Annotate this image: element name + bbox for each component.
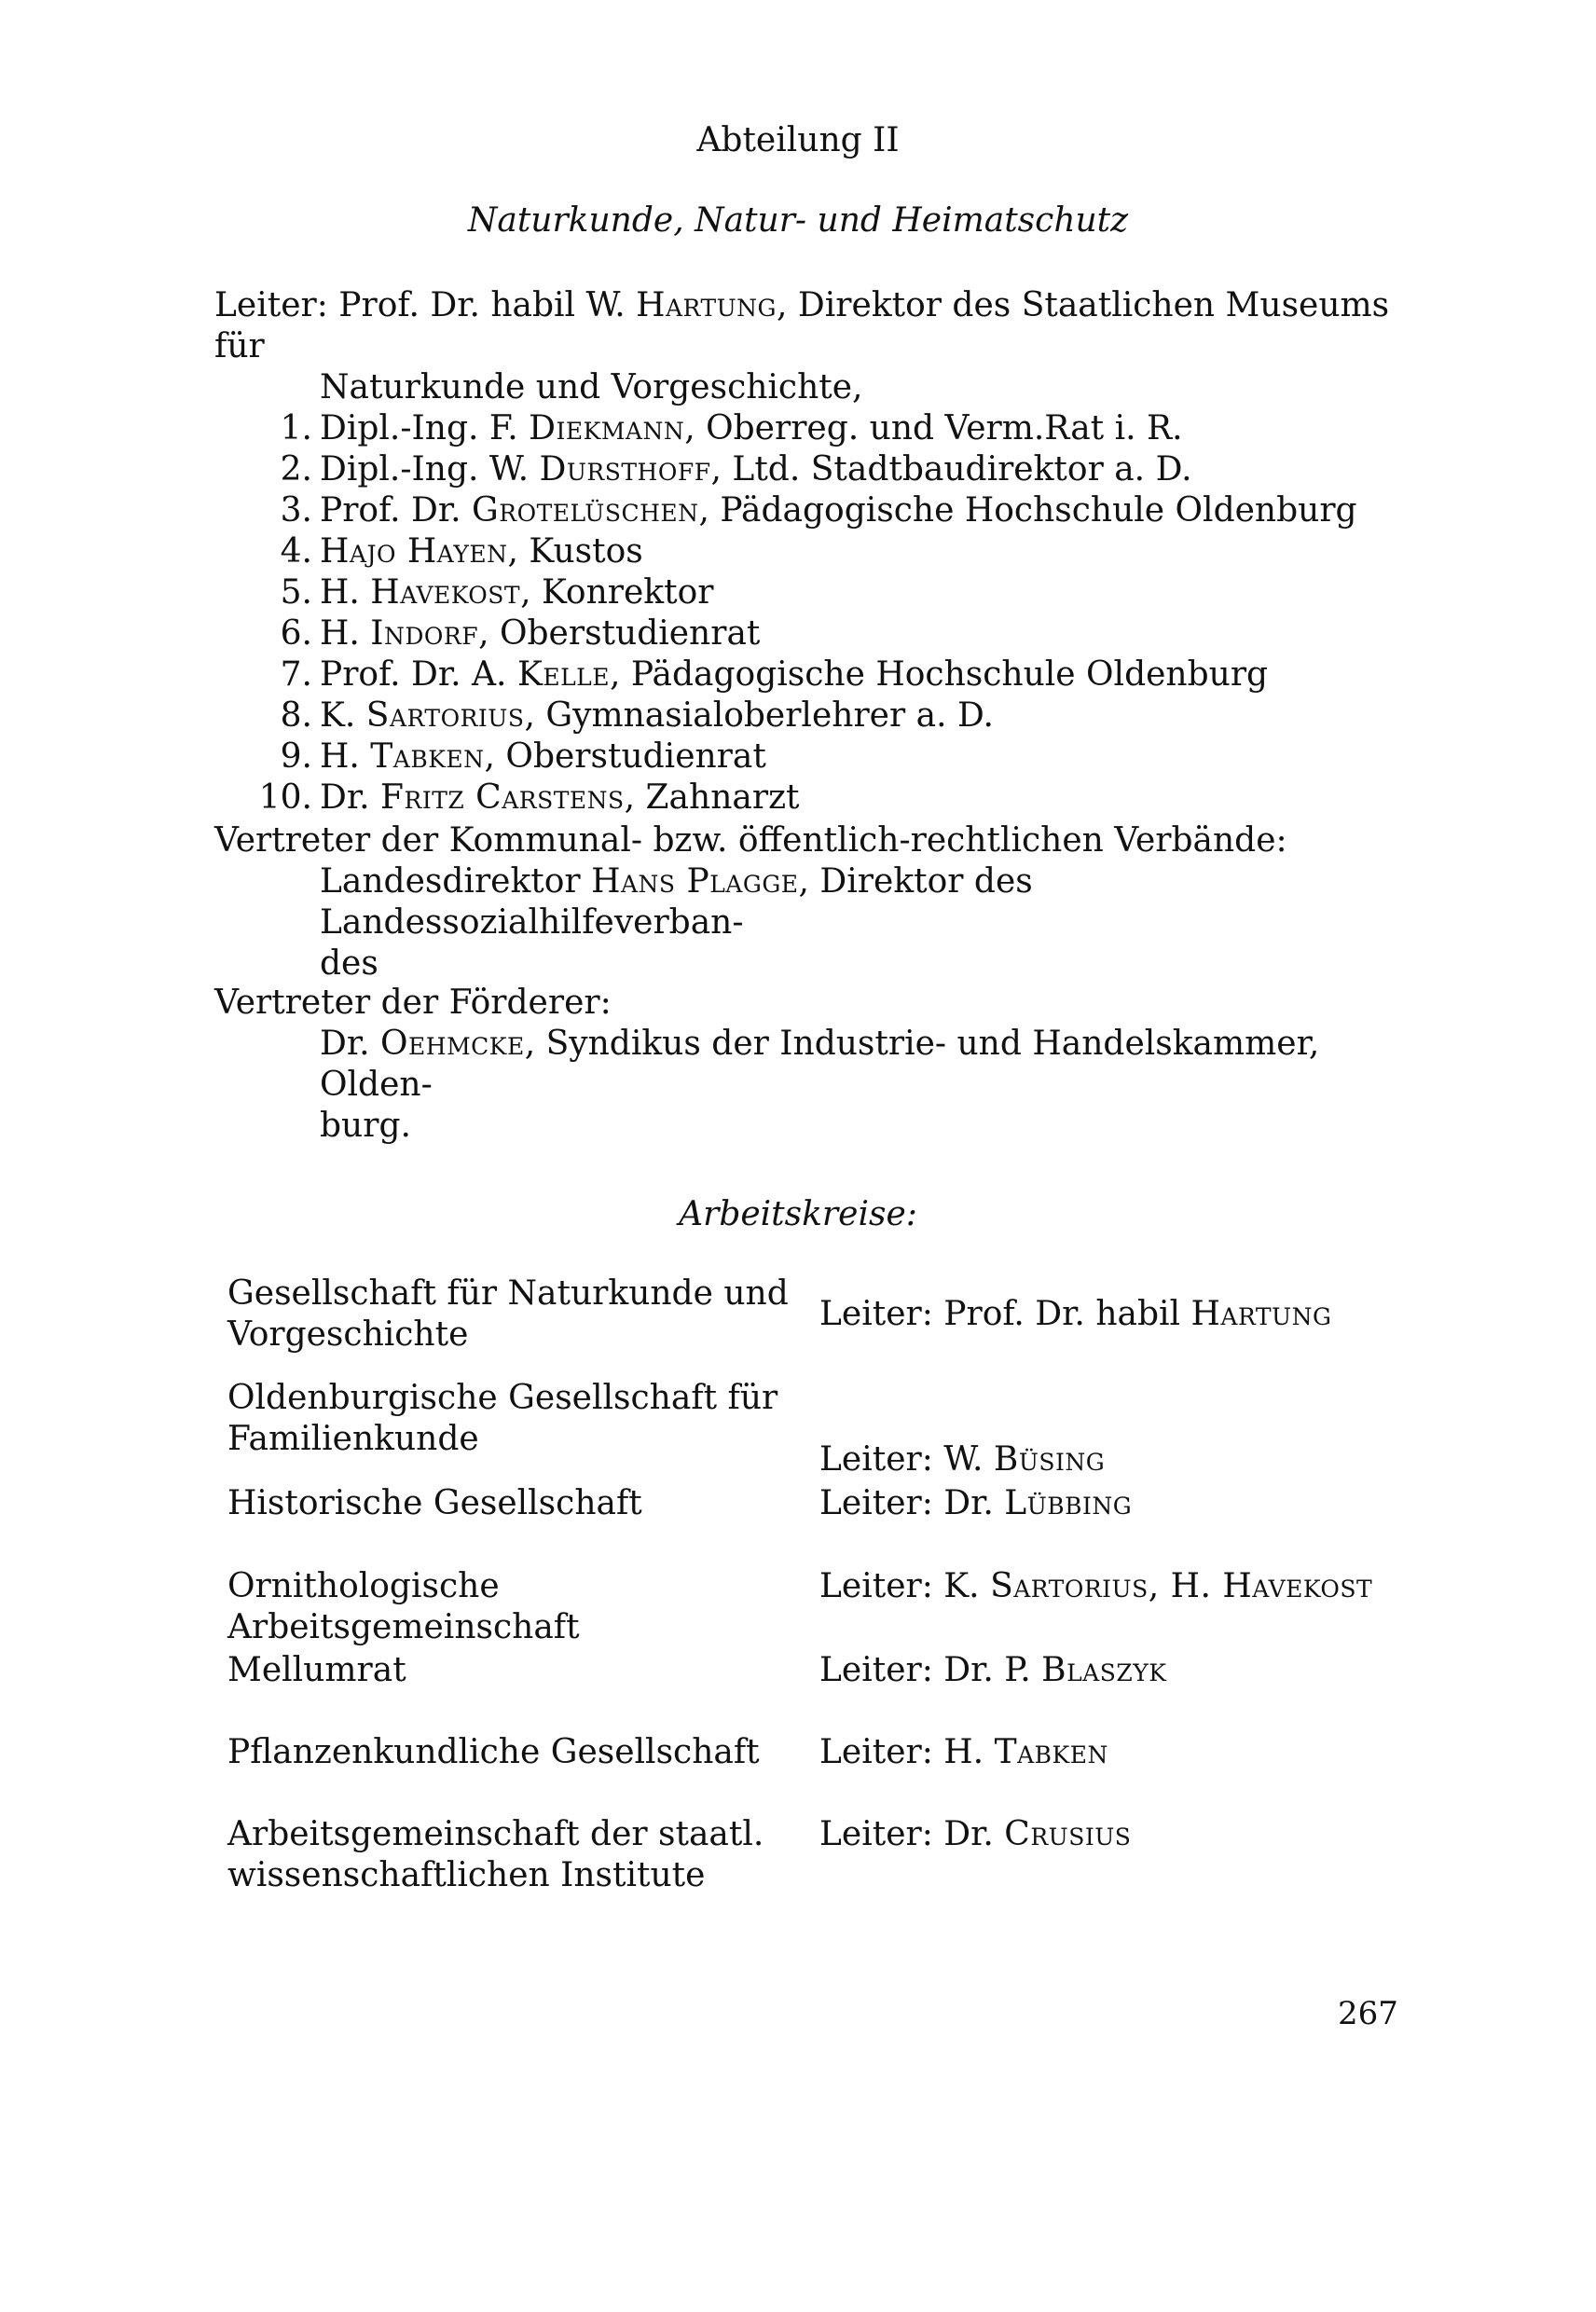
foerderer-entry xyxy=(214,1024,1426,1147)
arbeitskreis-name-1: Historische Gesellschaft xyxy=(227,1484,642,1522)
arbeitskreis-leiter-prefix: Leiter: Prof. Dr. habil xyxy=(819,1295,1181,1333)
member-number: 9. xyxy=(280,737,312,776)
foerderer-prefix: Dr. xyxy=(320,1025,370,1063)
member-suffix: , Konrektor xyxy=(520,573,714,612)
arbeitskreis-leiter-prefix: Leiter: H. xyxy=(819,1733,984,1771)
member-suffix: , Pädagogische Hochschule Oldenburg xyxy=(698,491,1357,530)
page-number: 267 xyxy=(1338,1995,1398,2032)
member-suffix: , Oberstudienrat xyxy=(484,737,766,776)
arbeitskreis-leiter-prefix: Leiter: K. xyxy=(819,1567,980,1605)
member-name: Hajo Hayen xyxy=(320,532,508,571)
member-number: 7. xyxy=(280,655,312,694)
member-item xyxy=(214,654,1426,695)
leiter-name: Hartung xyxy=(636,286,777,324)
member-prefix: H. xyxy=(320,737,360,776)
member-suffix: , Oberstudienrat xyxy=(478,614,761,653)
member-suffix: , Oberreg. und Verm.Rat i. R. xyxy=(684,409,1183,447)
arbeitskreis-leiter-prefix: Leiter: Dr. P. xyxy=(819,1651,1031,1689)
member-name: Dursthoff xyxy=(539,450,711,489)
arbeitskreis-row xyxy=(227,1814,1439,1896)
foerderer-name: Oehmcke xyxy=(380,1025,525,1063)
member-item xyxy=(214,572,1426,613)
arbeitskreis-name-2: Familienkunde xyxy=(227,1420,479,1458)
arbeitskreis-name xyxy=(227,1650,805,1691)
member-number: 6. xyxy=(280,614,312,653)
arbeitskreis-row xyxy=(227,1566,1439,1646)
kommunal-name: Hans Plagge xyxy=(591,862,799,901)
arbeitskreis-row xyxy=(227,1483,1439,1524)
section-heading: Abteilung II xyxy=(696,121,900,159)
member-number: 4. xyxy=(280,532,312,571)
member-suffix: , Zahnarzt xyxy=(624,778,800,817)
arbeitskreis-leiter xyxy=(819,1650,1472,1691)
member-name: Fritz Carstens xyxy=(380,778,625,817)
arbeitskreis-name xyxy=(227,1273,805,1356)
member-name: Havekost xyxy=(370,573,521,612)
member-prefix: Dr. xyxy=(320,778,370,817)
member-number: 1. xyxy=(280,409,312,447)
member-item xyxy=(214,408,1426,449)
leiter-suffix: , Direktor des Staatlichen Museums für xyxy=(214,286,1390,365)
foerderer-label: Vertreter der Förderer: xyxy=(214,984,612,1022)
member-number: 8. xyxy=(280,696,312,735)
member-number: 3. xyxy=(280,491,312,530)
member-prefix: Dipl.-Ing. W. xyxy=(320,450,530,489)
leiter-line-2: Naturkunde und Vorgeschichte, xyxy=(320,368,863,406)
member-prefix: Prof. Dr. A. xyxy=(320,655,507,694)
arbeitskreise-heading: Arbeitskreise: xyxy=(679,1195,917,1233)
kommunal-prefix: Landesdirektor xyxy=(320,862,581,901)
member-prefix: Prof. Dr. xyxy=(320,491,461,530)
kommunal-suffix-1: , Direktor des Landessozialhilfeverban- xyxy=(320,862,1033,942)
arbeitskreis-name-1: Mellumrat xyxy=(227,1651,406,1689)
arbeitskreis-row xyxy=(227,1732,1439,1773)
leiter-line-1 xyxy=(214,285,1426,367)
arbeitskreis-name-2: Vorgeschichte xyxy=(227,1315,469,1354)
member-name: Grotelüschen xyxy=(472,491,699,530)
member-number: 10. xyxy=(258,778,312,817)
arbeitskreis-leiter-name: Tabken xyxy=(994,1733,1108,1771)
kommunal-entry xyxy=(214,861,1426,984)
arbeitskreis-leiter-name: Crusius xyxy=(1004,1815,1132,1853)
member-prefix: Dipl.-Ing. F. xyxy=(320,409,518,447)
member-suffix: , Ltd. Stadtbaudirektor a. D. xyxy=(710,450,1192,489)
kommunal-block xyxy=(214,820,1426,984)
arbeitskreis-leiter xyxy=(819,1483,1472,1524)
member-item xyxy=(214,449,1426,490)
kommunal-suffix-2: des xyxy=(320,944,378,983)
arbeitskreis-leiter-name: Büsing xyxy=(993,1440,1106,1479)
arbeitskreis-row xyxy=(227,1378,1439,1479)
arbeitskreis-leiter xyxy=(819,1814,1472,1855)
arbeitskreis-name xyxy=(227,1814,805,1896)
arbeitskreis-leiter-name: Lübbing xyxy=(1004,1484,1133,1522)
member-suffix: , Gymnasialoberlehrer a. D. xyxy=(524,696,994,735)
member-name: Tabken xyxy=(370,737,485,776)
arbeitskreis-leiter-prefix: Leiter: Dr. xyxy=(819,1484,994,1522)
member-name: Sartorius xyxy=(365,696,525,735)
arbeitskreis-leiter xyxy=(819,1732,1472,1773)
arbeitskreis-leiter xyxy=(819,1566,1472,1607)
arbeitskreis-leiter-prefix: Leiter: W. xyxy=(819,1440,984,1479)
member-item xyxy=(214,490,1426,531)
member-item xyxy=(214,778,1426,819)
member-item xyxy=(214,613,1426,654)
member-item xyxy=(214,736,1426,778)
arbeitskreis-leiter xyxy=(819,1294,1472,1335)
arbeitskreis-name xyxy=(227,1483,805,1524)
member-item xyxy=(214,531,1426,572)
arbeitskreis-name xyxy=(227,1378,805,1460)
arbeitskreis-leiter-name: Sartorius, H. Havekost xyxy=(990,1567,1373,1605)
foerderer-suffix-1: , Syndikus der Industrie- und Handelskammer, Olden- xyxy=(320,1025,1320,1104)
member-prefix: H. xyxy=(320,614,360,653)
arbeitskreis-leiter-name: Hartung xyxy=(1190,1295,1332,1333)
leiter-prefix: Prof. Dr. habil W. xyxy=(338,286,626,324)
arbeitskreis-name-1: Oldenburgische Gesellschaft für xyxy=(227,1379,778,1417)
member-name: Indorf xyxy=(370,614,479,653)
member-item xyxy=(214,695,1426,736)
member-number: 2. xyxy=(280,450,312,489)
foerderer-suffix-2: burg. xyxy=(320,1107,411,1145)
member-name: Kelle xyxy=(516,655,611,694)
arbeitskreis-row xyxy=(227,1273,1439,1356)
member-suffix: , Kustos xyxy=(507,532,643,571)
leiter-label: Leiter: xyxy=(214,286,328,324)
arbeitskreis-name-1: Pflanzenkundliche Gesellschaft xyxy=(227,1733,760,1771)
member-prefix: H. xyxy=(320,573,360,612)
leiter-block xyxy=(214,285,1426,819)
member-list xyxy=(214,408,1426,819)
member-number: 5. xyxy=(280,573,312,612)
member-prefix: K. xyxy=(320,696,356,735)
arbeitskreis-name-1: Gesellschaft für Naturkunde und xyxy=(227,1274,789,1313)
arbeitskreis-row xyxy=(227,1650,1439,1691)
arbeitskreis-leiter-prefix: Leiter: Dr. xyxy=(819,1815,994,1853)
arbeitskreis-leiter-name: Blaszyk xyxy=(1041,1651,1167,1689)
member-name: Diekmann xyxy=(529,409,685,447)
kommunal-label: Vertreter der Kommunal- bzw. öffentlich-rechtlichen Verbände: xyxy=(214,821,1287,860)
arbeitskreis-name-2: wissenschaftlichen Institute xyxy=(227,1856,706,1894)
arbeitskreis-leiter xyxy=(819,1439,1472,1480)
arbeitskreis-name-1: Ornithologische Arbeitsgemeinschaft xyxy=(227,1567,580,1646)
foerderer-block xyxy=(214,983,1426,1147)
arbeitskreis-name xyxy=(227,1566,805,1648)
member-suffix: , Pädagogische Hochschule Oldenburg xyxy=(610,655,1269,694)
section-subtitle: Naturkunde, Natur- und Heimatschutz xyxy=(467,201,1129,240)
arbeitskreis-name xyxy=(227,1732,805,1773)
arbeitskreis-name-1: Arbeitsgemeinschaft der staatl. xyxy=(227,1815,764,1853)
